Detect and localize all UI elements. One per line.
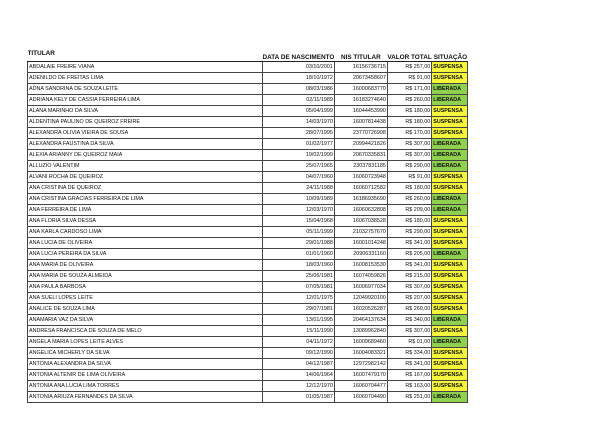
cell-titular: ADNA SANDRINA DE SOUZA LEITE [28,83,263,94]
cell-valor: R$ 01,00 [387,336,431,347]
cell-nis: 16007479170 [334,369,387,380]
cell-titular: ANA LUCIA PEREIRA DA SILVA [28,248,263,259]
cell-valor: R$ 307,00 [387,138,431,149]
cell-nis: 16060723948 [334,171,387,182]
cell-titular: ANALICE DE SOUZA LIMA [28,303,263,314]
status-badge: LIBERADA [432,314,468,325]
cell-valor: R$ 260,00 [387,94,431,105]
table-row [28,215,468,226]
cell-nis: 20670335831 [334,149,387,160]
cell-nis: 16186935690 [334,193,387,204]
cell-nis: 20464137634 [334,314,387,325]
cell-valor: R$ 209,00 [387,204,431,215]
table-row [28,182,468,193]
spreadsheet [27,38,468,403]
status-badge: SUSPENSA [432,72,468,83]
cell-valor: R$ 215,00 [387,270,431,281]
cell-nis: 16009689460 [334,336,387,347]
cell-data-nascimento: 02/11/1989 [263,94,335,105]
table-row [28,160,468,171]
cell-nis: 16004083321 [334,347,387,358]
cell-data-nascimento: 19/02/1999 [263,149,335,160]
cell-nis: 16001014248 [334,237,387,248]
cell-data-nascimento: 01/05/1987 [263,391,335,402]
cell-valor: R$ 260,00 [387,303,431,314]
cell-data-nascimento: 04/12/1987 [263,358,335,369]
cell-data-nascimento: 01/02/1977 [263,138,335,149]
cell-valor: R$ 340,00 [387,314,431,325]
status-badge: SUSPENSA [432,325,468,336]
cell-nis: 16006977034 [334,281,387,292]
cell-valor: R$ 260,00 [387,193,431,204]
table-row [28,303,468,314]
status-badge: LIBERADA [432,83,468,94]
cell-nis: 16000683770 [334,83,387,94]
header-row [28,38,468,61]
cell-data-nascimento: 10/09/1989 [263,193,335,204]
cell-nis: 16060712582 [334,182,387,193]
status-badge: SUSPENSA [432,116,468,127]
status-badge: SUSPENSA [432,171,468,182]
cell-titular: ANTONIA ALEXANDRA DA SILVA [28,358,263,369]
cell-titular: ANA SUELI LOPES LEITE [28,292,263,303]
status-badge: SUSPENSA [432,127,468,138]
table-row [28,358,468,369]
table-row [28,369,468,380]
cell-valor: R$ 205,00 [387,248,431,259]
cell-titular: ADRIANA KELY DE CASSIA FERREIRA LIMA [28,94,263,105]
cell-valor: R$ 91,00 [387,72,431,83]
cell-titular: ANA CRISTINA GRACIAS FERREIRA DE LIMA [28,193,263,204]
beneficiary-table [27,38,468,403]
status-badge: LIBERADA [432,391,468,402]
table-row [28,94,468,105]
header-nis: NIS TITULAR [334,38,387,61]
cell-titular: ANTONIA ARIUZA FERNANDES DA SILVA [28,391,263,402]
cell-titular: ANA KARLA CARDOSO LIMA [28,226,263,237]
status-badge: LIBERADA [432,248,468,259]
status-badge: SUSPENSA [432,358,468,369]
cell-valor: R$ 207,00 [387,292,431,303]
table-row [28,281,468,292]
cell-data-nascimento: 05/04/1999 [263,105,335,116]
cell-data-nascimento: 18/03/1960 [263,259,335,270]
cell-titular: ANA MARIA DE SOUZA ALMEIDA [28,270,263,281]
cell-data-nascimento: 12/03/1970 [263,204,335,215]
table-row [28,248,468,259]
status-badge: LIBERADA [432,193,468,204]
table-row [28,149,468,160]
cell-data-nascimento: 05/11/1999 [263,226,335,237]
table-row [28,237,468,248]
table-row [28,72,468,83]
table-row [28,259,468,270]
cell-titular: ANA CRISTINA DE QUEIROZ [28,182,263,193]
cell-data-nascimento: 28/07/1995 [263,127,335,138]
status-badge: SUSPENSA [432,281,468,292]
table-row [28,270,468,281]
table-row [28,325,468,336]
cell-data-nascimento: 01/01/1960 [263,248,335,259]
cell-titular: ANA PAULA BARBOSA [28,281,263,292]
header-valor: VALOR TOTAL [387,38,431,61]
cell-data-nascimento: 08/03/1986 [263,83,335,94]
table-row [28,105,468,116]
status-badge: SUSPENSA [432,303,468,314]
cell-valor: R$ 334,00 [387,347,431,358]
cell-data-nascimento: 07/05/1981 [263,281,335,292]
cell-valor: R$ 341,00 [387,358,431,369]
cell-valor: R$ 180,00 [387,182,431,193]
cell-nis: 20673458607 [334,72,387,83]
cell-valor: R$ 170,00 [387,127,431,138]
cell-titular: ALEXIA ARIANNY DE QUEIROZ MAIA [28,149,263,160]
cell-titular: ABDALAIE FREIRE VIANA [28,61,263,72]
status-badge: SUSPENSA [432,105,468,116]
table-row [28,380,468,391]
table-row [28,391,468,402]
table-row [28,127,468,138]
status-badge: LIBERADA [432,94,468,105]
cell-data-nascimento: 13/01/1995 [263,314,335,325]
table-row [28,204,468,215]
cell-data-nascimento: 25/06/1981 [263,270,335,281]
status-badge: LIBERADA [432,160,468,171]
cell-data-nascimento: 18/10/1972 [263,72,335,83]
cell-titular: ANGELA MARIA LOPES LEITE ALVES [28,336,263,347]
table-row [28,116,468,127]
status-badge: SUSPENSA [432,259,468,270]
cell-titular: ALEXANDRA FAUSTINA DA SILVA [28,138,263,149]
cell-nis: 16008153530 [334,259,387,270]
cell-titular: ANTONIA ALTENIR DE LIMA OLIVEIRA [28,369,263,380]
cell-valor: R$ 251,00 [387,391,431,402]
cell-data-nascimento: 15/04/1968 [263,215,335,226]
cell-valor: R$ 307,00 [387,325,431,336]
cell-data-nascimento: 24/11/1988 [263,182,335,193]
cell-nis: 16044453990 [334,105,387,116]
cell-data-nascimento: 12/12/1970 [263,380,335,391]
cell-nis: 16156736715 [334,61,387,72]
cell-valor: R$ 180,00 [387,105,431,116]
cell-titular: ANDRESA FRANCISCA DE SOUZA DE MELO [28,325,263,336]
cell-titular: ANA MARIA DE OLIVEIRA [28,259,263,270]
cell-nis: 20906331160 [334,248,387,259]
cell-valor: R$ 171,00 [387,83,431,94]
status-badge: LIBERADA [432,149,468,160]
table-row [28,61,468,72]
table-row [28,171,468,182]
table-row [28,193,468,204]
cell-titular: ANA LUCIA DE OLIVEIRA [28,237,263,248]
status-badge: SUSPENSA [432,270,468,281]
cell-nis: 12972982142 [334,358,387,369]
cell-valor: R$ 290,00 [387,226,431,237]
cell-valor: R$ 257,00 [387,61,431,72]
table-row [28,347,468,358]
cell-valor: R$ 180,00 [387,116,431,127]
status-badge: SUSPENSA [432,182,468,193]
cell-valor: R$ 91,00 [387,171,431,182]
cell-valor: R$ 163,00 [387,380,431,391]
cell-nis: 12049920100 [334,292,387,303]
cell-data-nascimento: 29/07/1981 [263,303,335,314]
status-badge: SUSPENSA [432,347,468,358]
table-row [28,83,468,94]
cell-valor: R$ 167,00 [387,369,431,380]
cell-valor: R$ 341,00 [387,237,431,248]
status-badge: LIBERADA [432,336,468,347]
cell-data-nascimento: 25/07/1965 [263,160,335,171]
status-badge: LIBERADA [432,204,468,215]
cell-titular: ALANA MARINHO DA SILVA [28,105,263,116]
header-data-nascimento: DATA DE NASCIMENTO [263,38,335,61]
cell-titular: ANA FERREIRA DE LIMA [28,204,263,215]
status-badge: LIBERADA [432,138,468,149]
cell-titular: ALVANI ROCHA DE QUEIROZ [28,171,263,182]
status-badge: SUSPENSA [432,369,468,380]
cell-data-nascimento: 29/01/1988 [263,237,335,248]
status-badge: SUSPENSA [432,292,468,303]
header-titular: TITULAR [28,38,263,61]
cell-nis: 23037831185 [334,160,387,171]
table-row [28,336,468,347]
cell-nis: 16074059826 [334,270,387,281]
cell-data-nascimento: 15/11/1990 [263,325,335,336]
cell-nis: 16067038528 [334,215,387,226]
cell-data-nascimento: 04/11/1972 [263,336,335,347]
table-row [28,138,468,149]
cell-valor: R$ 290,00 [387,160,431,171]
cell-titular: ANA FLORIA SILVA DESSA [28,215,263,226]
header-situacao: SITUAÇÃO [432,38,468,61]
status-badge: SUSPENSA [432,215,468,226]
status-badge: SUSPENSA [432,237,468,248]
cell-valor: R$ 341,00 [387,259,431,270]
cell-nis: 16060632808 [334,204,387,215]
cell-data-nascimento: 03/10/2001 [263,61,335,72]
cell-nis: 16020526287 [334,303,387,314]
cell-nis: 21032757670 [334,226,387,237]
cell-nis: 13089962840 [334,325,387,336]
cell-nis: 20994421826 [334,138,387,149]
cell-titular: ALLUZIO VALENTIM [28,160,263,171]
cell-nis: 23770726908 [334,127,387,138]
cell-valor: R$ 180,00 [387,215,431,226]
cell-data-nascimento: 14/03/1970 [263,116,335,127]
cell-valor: R$ 307,00 [387,281,431,292]
table-row [28,314,468,325]
cell-titular: ANAMARIA VAZ DA SILVA [28,314,263,325]
status-badge: SUSPENSA [432,380,468,391]
cell-titular: ANTONIA ANA LUCIA LIMA TORRES [28,380,263,391]
cell-nis: 16007814438 [334,116,387,127]
table-row [28,292,468,303]
table-row [28,226,468,237]
cell-data-nascimento: 12/01/1975 [263,292,335,303]
status-badge: SUSPENSA [432,61,468,72]
cell-nis: 16060704490 [334,391,387,402]
status-badge: SUSPENSA [432,226,468,237]
cell-valor: R$ 307,00 [387,149,431,160]
cell-titular: ALEXANDRA OLIVIA VIEIRA DE SOUSA [28,127,263,138]
cell-data-nascimento: 04/07/1960 [263,171,335,182]
table-body [28,61,468,402]
cell-nis: 16060704477 [334,380,387,391]
cell-data-nascimento: 14/06/1964 [263,369,335,380]
cell-data-nascimento: 09/12/1990 [263,347,335,358]
cell-titular: ALDENTINA PAULINO DE QUEIROZ FREIRE [28,116,263,127]
cell-nis: 16183274640 [334,94,387,105]
cell-titular: ADENILDO DE FREITAS LIMA [28,72,263,83]
cell-titular: ANGELICA MICHERLY DA SILVA [28,347,263,358]
